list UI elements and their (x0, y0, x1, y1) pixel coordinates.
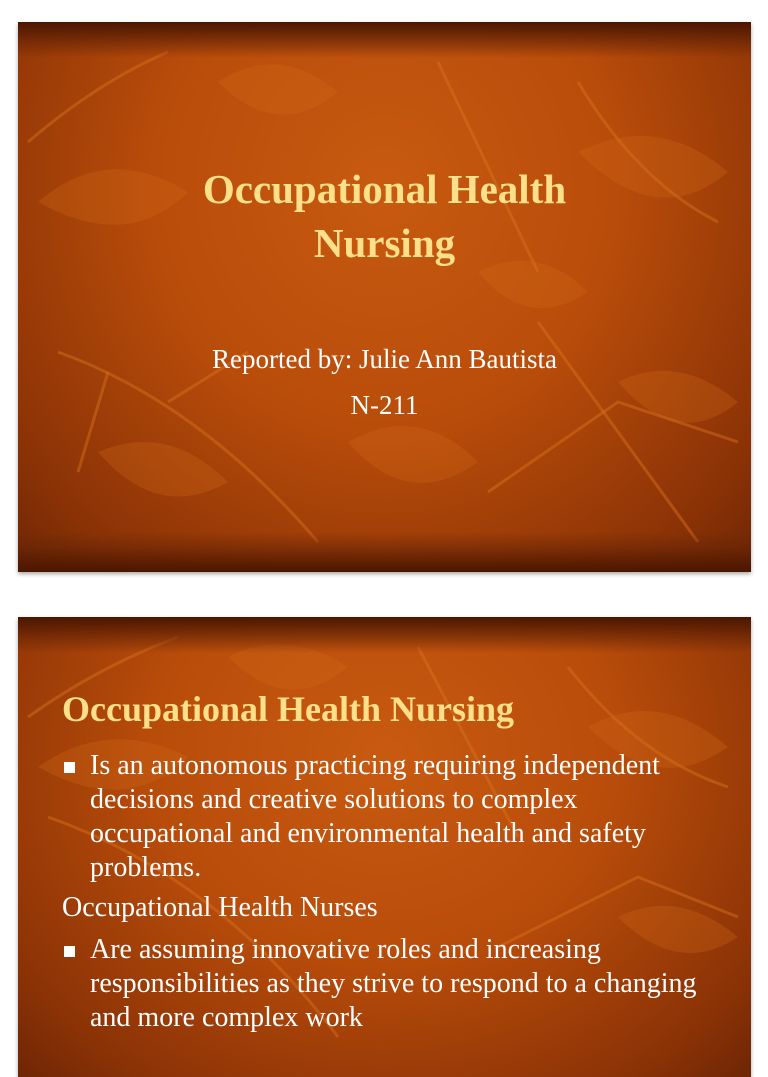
slide-title: Occupational Health Nursing (62, 689, 515, 729)
bullet-item (62, 933, 722, 1035)
slide-body (62, 749, 722, 1035)
square-bullet-icon (64, 762, 75, 773)
bullet-text: Is an autonomous practicing requiring independent decisions and creative solutions to complex occupational and environmental health and safety problems. (90, 750, 660, 883)
subheading: Occupational Health Nurses (62, 892, 378, 923)
bullet-text: Are assuming innovative roles and increasing responsibilities as they strive to respond to a changing and more complex work (90, 934, 697, 1033)
slide-top-shading (18, 617, 751, 653)
slide-top-shading (18, 22, 751, 58)
content-slide (18, 617, 751, 1077)
bullet-item (62, 749, 722, 885)
slide-bottom-shading (18, 532, 751, 572)
reporter-line: Reported by: Julie Ann Bautista (212, 344, 557, 374)
title-slide (18, 22, 751, 572)
section-code: N-211 (350, 390, 419, 420)
slide-title-line: Occupational Health (202, 166, 567, 212)
slide-title (18, 162, 751, 270)
slide-title-line: Nursing (313, 220, 456, 266)
leaf-background-pattern (18, 22, 751, 572)
square-bullet-icon (64, 946, 75, 957)
